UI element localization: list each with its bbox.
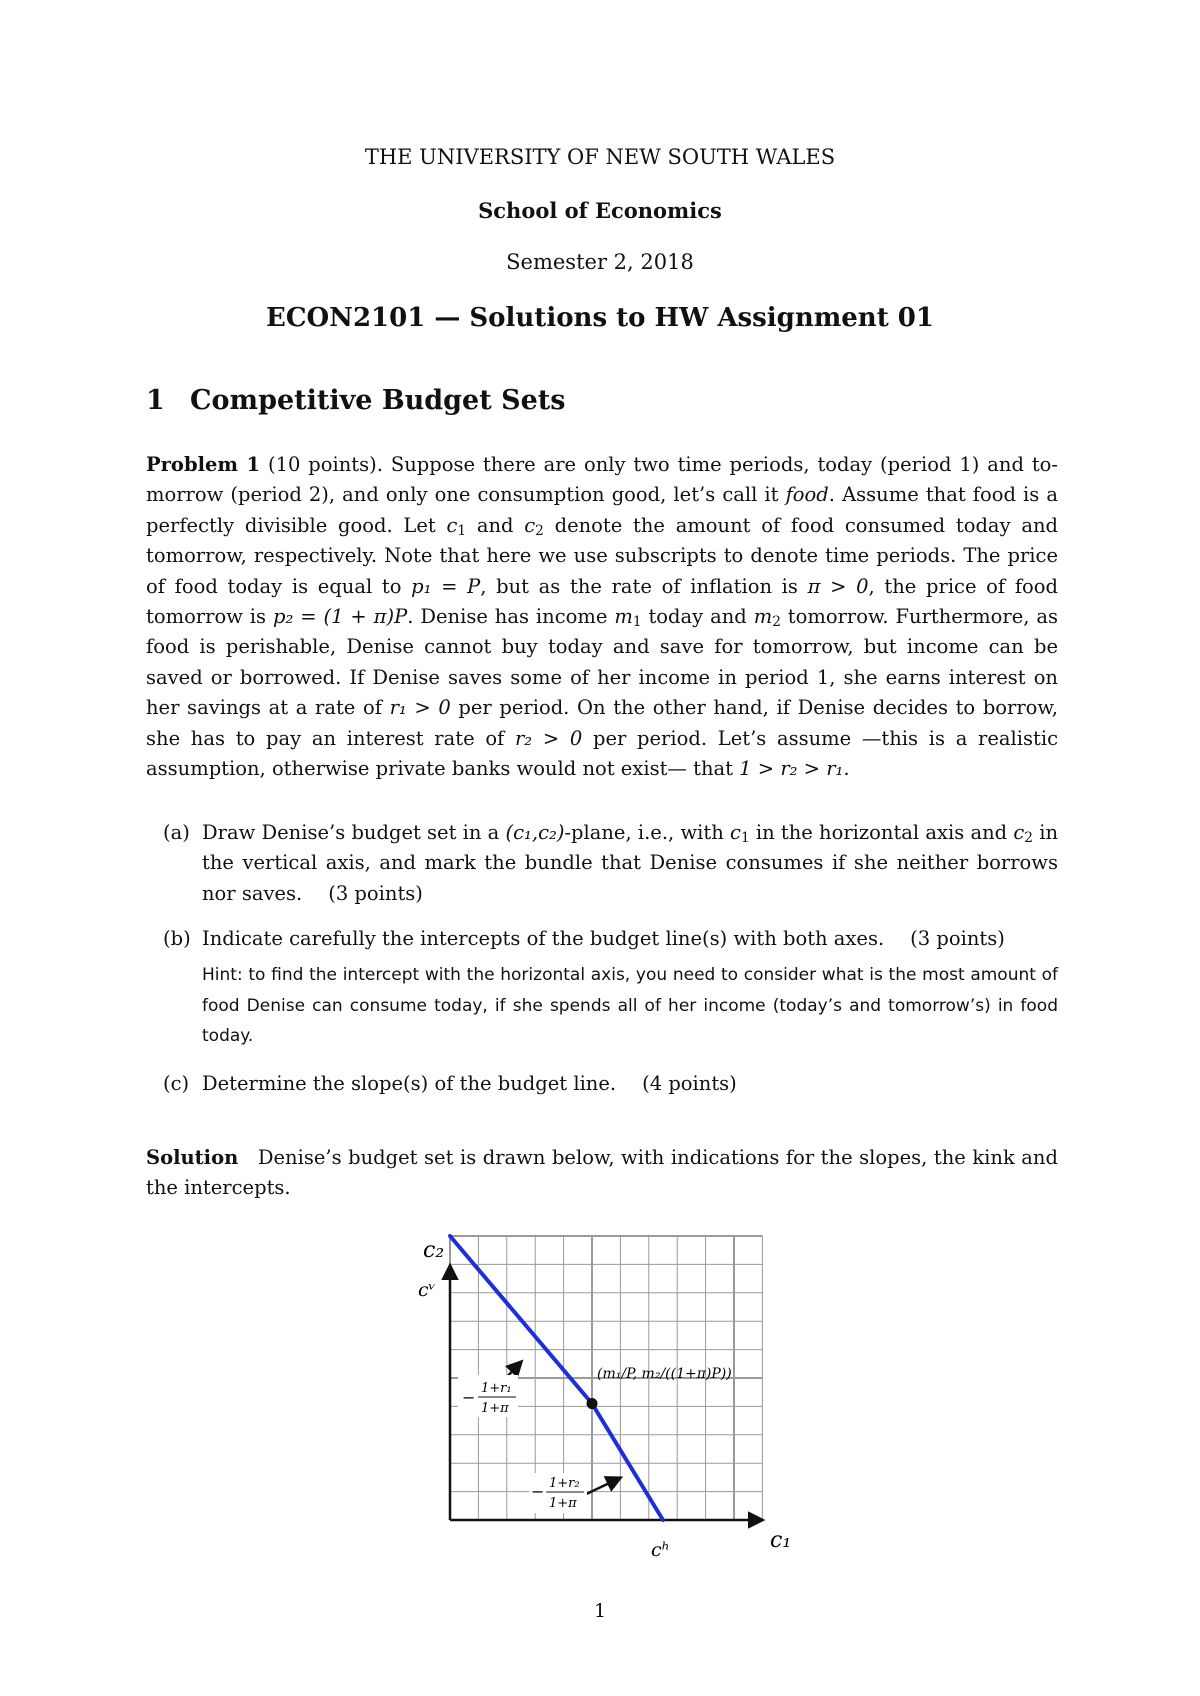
subscript: 1 bbox=[457, 522, 467, 539]
problem-text: per period. Let’s assume —this is a realistic assumption, otherwise private banks would not exist— that bbox=[146, 726, 1058, 781]
kink-point bbox=[587, 1398, 598, 1409]
solution-label: Solution bbox=[146, 1146, 239, 1169]
equation: π > 0 bbox=[807, 574, 869, 598]
page-title: ECON2101 — Solutions to HW Assignment 01 bbox=[266, 303, 934, 333]
problem-text: tomorrow. Furthermore, as food is perishable, Denise cannot buy today and save for tomorrow, but income can be saved or borrowed. If Denise saves some of her income in period 1, she earns interest on her savings at a rate of bbox=[146, 605, 1059, 720]
section-number: 1 bbox=[146, 385, 165, 416]
subscript: 2 bbox=[535, 522, 544, 539]
slope-minus: − bbox=[462, 1388, 476, 1407]
equation: r₂ > 0 bbox=[514, 726, 583, 750]
equation: p₁ = P bbox=[411, 574, 481, 598]
item-points: (3 points) bbox=[910, 927, 1005, 950]
university-name: THE UNIVERSITY OF NEW SOUTH WALES bbox=[364, 145, 836, 169]
item-label: (b) bbox=[163, 927, 191, 950]
equation: (c₁,c₂) bbox=[505, 821, 565, 844]
problem-text: , but as the rate of inflation is bbox=[480, 574, 808, 598]
item-text-part: Indicate carefully the intercepts of the budget line(s) with both axes. bbox=[202, 927, 885, 950]
slope-2-numerator: 1+r₂ bbox=[549, 1476, 580, 1491]
problem-text: today and bbox=[641, 605, 754, 629]
page-number: 1 bbox=[593, 1600, 607, 1622]
problem-text: . bbox=[843, 757, 850, 781]
slope-2-label bbox=[529, 1473, 587, 1513]
school-name: School of Economics bbox=[478, 198, 722, 223]
item-text-part: Determine the slope(s) of the budget line. bbox=[202, 1072, 617, 1095]
item-points: (4 points) bbox=[642, 1072, 737, 1095]
slope-1-numerator: 1+r₁ bbox=[481, 1381, 512, 1396]
slope-2-denominator: 1+π bbox=[549, 1496, 577, 1511]
symbol-c: c bbox=[524, 513, 536, 537]
equation: r₁ > 0 bbox=[389, 696, 451, 720]
x-axis-label: c₁ bbox=[770, 1528, 792, 1553]
subscript: 2 bbox=[772, 614, 781, 631]
item-label: (a) bbox=[163, 821, 190, 844]
item-text-part: in the vertical axis, and mark the bundle that Denise consumes if she neither borrows nor saves. bbox=[202, 821, 1059, 905]
problem-text: . Denise has income bbox=[407, 605, 615, 629]
slope-minus: − bbox=[531, 1482, 545, 1501]
y-axis-label: c₂ bbox=[423, 1238, 445, 1263]
problem-text: . Assume that food is a perfectly divisible good. Let bbox=[146, 483, 1058, 537]
item-text-part: Draw Denise’s budget set in a bbox=[202, 821, 506, 844]
problem-text: and bbox=[466, 513, 525, 537]
item-points: (3 points) bbox=[328, 881, 423, 905]
food-term: food bbox=[785, 483, 829, 507]
budget-line-segment bbox=[592, 1404, 663, 1520]
semester: Semester 2, 2018 bbox=[506, 250, 694, 274]
problem-text: denote the amount of food consumed today and tomorrow, respectively. Note that here we use subscripts to denote time periods. The price of food today is equal to bbox=[146, 513, 1058, 598]
horizontal-intercept-label: cʰ bbox=[651, 1539, 670, 1561]
kink-label: (m₁/P, m₂/((1+π)P)) bbox=[597, 1366, 732, 1382]
symbol-c: c bbox=[730, 821, 741, 844]
problem-points: (10 points). bbox=[267, 453, 383, 476]
slope-1-denominator: 1+π bbox=[481, 1401, 509, 1416]
hint-text: Hint: to find the intercept with the horizontal axis, you need to consider what is the most amount of food Denise can consume today, if she spends all of her income (today’s and tomorrow’s) in food today. bbox=[202, 965, 1058, 1047]
equation: 1 > r₂ > r₁ bbox=[739, 757, 844, 781]
slope-1-label bbox=[458, 1375, 518, 1417]
item-label: (c) bbox=[163, 1072, 190, 1095]
item-text-part: -plane, i.e., with bbox=[564, 821, 731, 844]
symbol-m: m bbox=[753, 605, 773, 629]
problem-text: per period. On the other hand, if Denise decides to borrow, she has to pay an interest rate of bbox=[146, 696, 1058, 750]
problem-text: Suppose there are only two time periods, today (period 1) and to-morrow (period 2), and only one consumption good, let’s call it bbox=[146, 453, 1058, 507]
solution-text: Denise’s budget set is drawn below, with indications for the slopes, the kink and the intercepts. bbox=[146, 1146, 1058, 1200]
symbol-c: c bbox=[1013, 821, 1025, 844]
subscript: 2 bbox=[1024, 830, 1033, 846]
vertical-intercept-label: cᵛ bbox=[418, 1279, 436, 1301]
section-title: Competitive Budget Sets bbox=[190, 385, 566, 416]
subscript: 1 bbox=[740, 830, 750, 846]
subscript: 1 bbox=[632, 614, 642, 631]
symbol-c: c bbox=[446, 513, 458, 537]
problem-label: Problem 1 bbox=[146, 453, 261, 476]
problem-text: , the price of food tomorrow is bbox=[146, 574, 1058, 629]
equation: p₂ = (1 + π)P bbox=[272, 605, 408, 629]
symbol-m: m bbox=[614, 605, 633, 629]
item-text-part: in the horizontal axis and bbox=[749, 821, 1014, 844]
